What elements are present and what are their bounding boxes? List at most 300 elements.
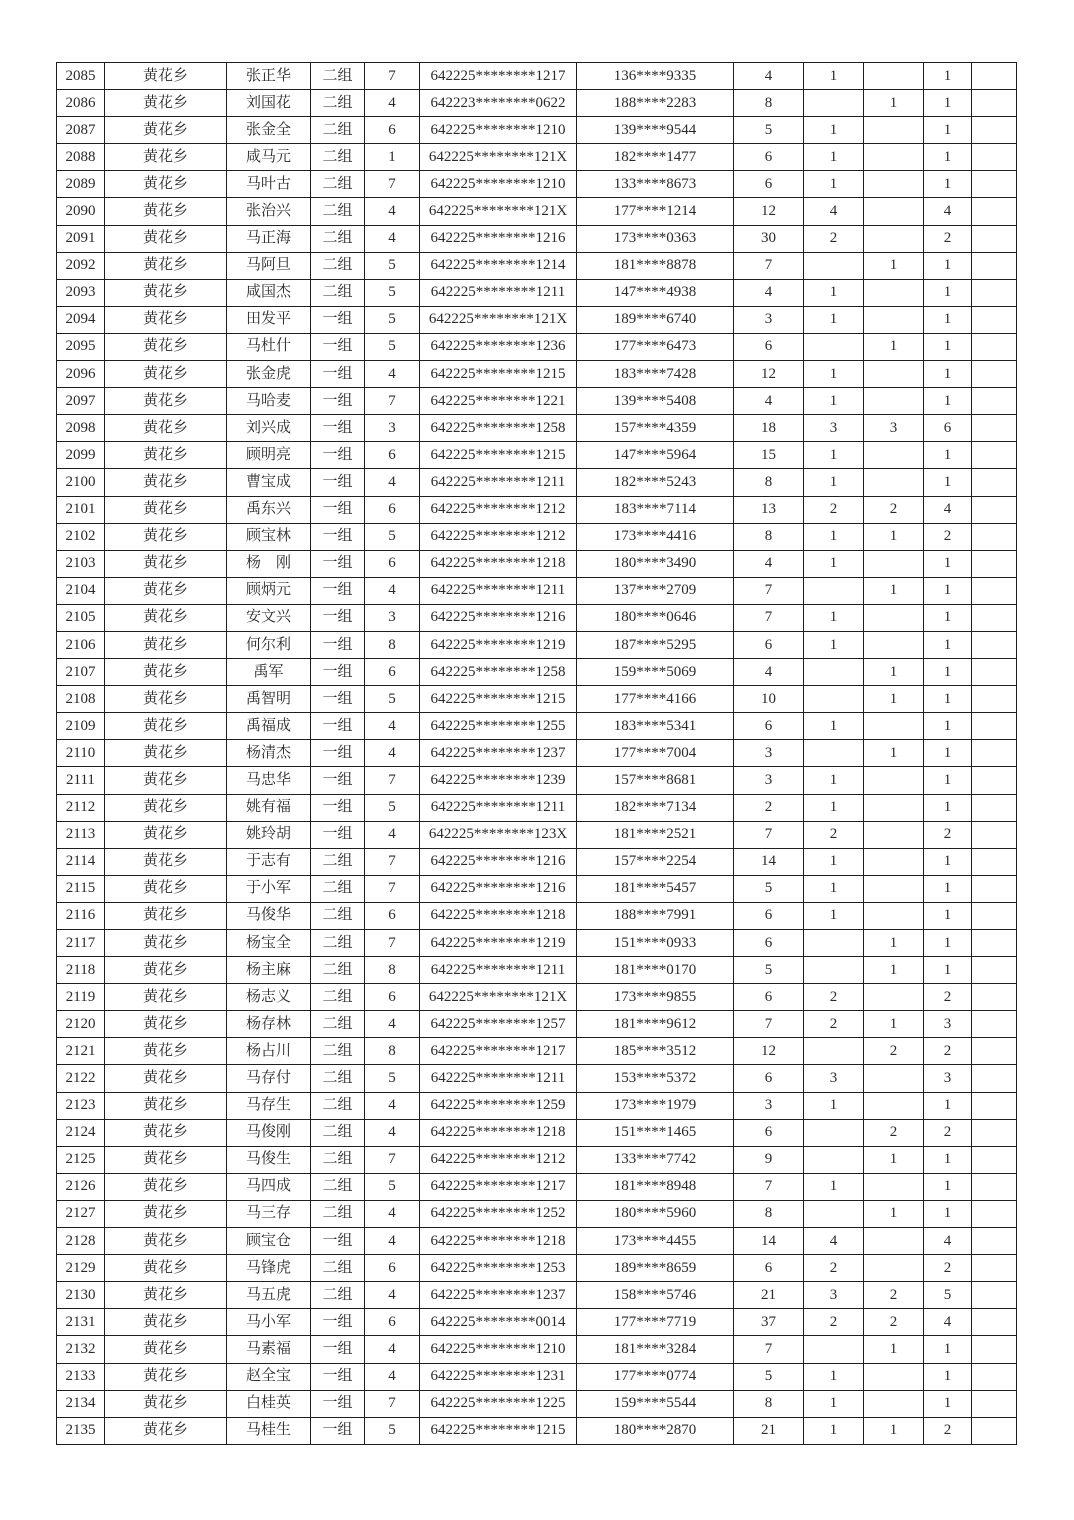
cell-group: 二组: [311, 1173, 365, 1200]
cell-phone-number: 181****9612: [577, 1011, 734, 1038]
cell-amount-1: 6: [734, 1255, 804, 1282]
cell-amount-2: [804, 957, 864, 984]
cell-amount-4: 1: [924, 577, 972, 604]
cell-person-name: 田发平: [227, 306, 311, 333]
cell-seq-number: 2103: [57, 550, 105, 577]
cell-amount-4: 3: [924, 1065, 972, 1092]
cell-township: 黄花乡: [105, 333, 227, 360]
cell-amount-1: 5: [734, 1363, 804, 1390]
table-row: [57, 848, 1017, 875]
cell-member-count: 6: [365, 902, 420, 929]
cell-amount-4: 2: [924, 1417, 972, 1444]
cell-phone-number: 157****4359: [577, 415, 734, 442]
cell-phone-number: 181****2521: [577, 821, 734, 848]
cell-amount-4: 1: [924, 848, 972, 875]
cell-member-count: 4: [365, 1228, 420, 1255]
cell-amount-1: 8: [734, 469, 804, 496]
cell-member-count: 6: [365, 984, 420, 1011]
cell-amount-4: 3: [924, 1011, 972, 1038]
cell-phone-number: 157****8681: [577, 767, 734, 794]
cell-township: 黄花乡: [105, 1255, 227, 1282]
cell-amount-1: 2: [734, 794, 804, 821]
cell-blank: [972, 1363, 1017, 1390]
cell-township: 黄花乡: [105, 469, 227, 496]
cell-amount-2: 1: [804, 117, 864, 144]
cell-township: 黄花乡: [105, 1228, 227, 1255]
cell-amount-4: 1: [924, 740, 972, 767]
cell-township: 黄花乡: [105, 957, 227, 984]
cell-group: 一组: [311, 415, 365, 442]
cell-phone-number: 181****0170: [577, 957, 734, 984]
cell-group: 一组: [311, 1336, 365, 1363]
cell-amount-2: 1: [804, 306, 864, 333]
cell-id-number: 642225********1211: [420, 279, 577, 306]
cell-amount-2: 1: [804, 388, 864, 415]
cell-township: 黄花乡: [105, 1309, 227, 1336]
cell-blank: [972, 1065, 1017, 1092]
table-row: [57, 1282, 1017, 1309]
cell-member-count: 5: [365, 1173, 420, 1200]
cell-seq-number: 2111: [57, 767, 105, 794]
cell-blank: [972, 1119, 1017, 1146]
cell-amount-2: 2: [804, 496, 864, 523]
cell-blank: [972, 550, 1017, 577]
cell-blank: [972, 957, 1017, 984]
cell-amount-2: 2: [804, 1011, 864, 1038]
cell-person-name: 马素福: [227, 1336, 311, 1363]
cell-amount-4: 1: [924, 333, 972, 360]
cell-amount-4: 2: [924, 1255, 972, 1282]
cell-group: 一组: [311, 388, 365, 415]
cell-township: 黄花乡: [105, 686, 227, 713]
cell-blank: [972, 848, 1017, 875]
cell-blank: [972, 388, 1017, 415]
cell-phone-number: 159****5069: [577, 659, 734, 686]
cell-blank: [972, 1309, 1017, 1336]
cell-member-count: 4: [365, 1200, 420, 1227]
cell-group: 一组: [311, 713, 365, 740]
cell-amount-2: 3: [804, 1065, 864, 1092]
cell-amount-1: 12: [734, 1038, 804, 1065]
cell-group: 二组: [311, 875, 365, 902]
cell-id-number: 642225********1225: [420, 1390, 577, 1417]
cell-amount-2: [804, 1146, 864, 1173]
cell-member-count: 4: [365, 1119, 420, 1146]
cell-amount-4: 4: [924, 198, 972, 225]
cell-id-number: 642225********1212: [420, 523, 577, 550]
cell-id-number: 642225********1215: [420, 686, 577, 713]
cell-amount-3: [864, 794, 924, 821]
cell-member-count: 4: [365, 1092, 420, 1119]
cell-amount-2: 1: [804, 1417, 864, 1444]
cell-blank: [972, 713, 1017, 740]
cell-blank: [972, 767, 1017, 794]
cell-group: 二组: [311, 1146, 365, 1173]
cell-group: 二组: [311, 252, 365, 279]
cell-amount-3: 1: [864, 659, 924, 686]
cell-amount-4: 2: [924, 984, 972, 1011]
cell-group: 二组: [311, 63, 365, 90]
cell-phone-number: 189****6740: [577, 306, 734, 333]
table-row: [57, 198, 1017, 225]
cell-group: 一组: [311, 333, 365, 360]
cell-seq-number: 2095: [57, 333, 105, 360]
cell-amount-3: [864, 1173, 924, 1200]
cell-amount-3: [864, 631, 924, 658]
cell-township: 黄花乡: [105, 794, 227, 821]
cell-group: 一组: [311, 821, 365, 848]
cell-amount-3: [864, 1390, 924, 1417]
cell-township: 黄花乡: [105, 875, 227, 902]
table-row: [57, 442, 1017, 469]
cell-blank: [972, 1011, 1017, 1038]
cell-blank: [972, 1092, 1017, 1119]
cell-amount-2: 1: [804, 1390, 864, 1417]
cell-township: 黄花乡: [105, 930, 227, 957]
cell-amount-4: 1: [924, 144, 972, 171]
table-row: [57, 1200, 1017, 1227]
cell-group: 一组: [311, 794, 365, 821]
cell-id-number: 642225********1253: [420, 1255, 577, 1282]
cell-blank: [972, 631, 1017, 658]
cell-blank: [972, 1417, 1017, 1444]
cell-person-name: 杨占川: [227, 1038, 311, 1065]
cell-phone-number: 133****8673: [577, 171, 734, 198]
cell-member-count: 4: [365, 90, 420, 117]
cell-person-name: 马俊生: [227, 1146, 311, 1173]
roster-table-body: [57, 63, 1017, 1445]
cell-person-name: 马锋虎: [227, 1255, 311, 1282]
cell-member-count: 5: [365, 1065, 420, 1092]
cell-seq-number: 2109: [57, 713, 105, 740]
cell-blank: [972, 1282, 1017, 1309]
cell-member-count: 7: [365, 848, 420, 875]
cell-amount-4: 1: [924, 957, 972, 984]
cell-member-count: 3: [365, 415, 420, 442]
table-row: [57, 821, 1017, 848]
cell-seq-number: 2101: [57, 496, 105, 523]
cell-group: 二组: [311, 1282, 365, 1309]
cell-amount-2: 1: [804, 523, 864, 550]
cell-blank: [972, 821, 1017, 848]
cell-amount-4: 1: [924, 1390, 972, 1417]
cell-amount-4: 1: [924, 117, 972, 144]
cell-amount-3: [864, 984, 924, 1011]
cell-amount-2: 1: [804, 848, 864, 875]
cell-person-name: 张金虎: [227, 361, 311, 388]
cell-amount-3: 1: [864, 523, 924, 550]
table-row: [57, 1255, 1017, 1282]
table-row: [57, 117, 1017, 144]
cell-phone-number: 147****5964: [577, 442, 734, 469]
cell-person-name: 马杜什: [227, 333, 311, 360]
cell-group: 一组: [311, 523, 365, 550]
cell-amount-1: 8: [734, 523, 804, 550]
cell-group: 二组: [311, 171, 365, 198]
cell-township: 黄花乡: [105, 550, 227, 577]
cell-amount-2: [804, 577, 864, 604]
cell-phone-number: 173****9855: [577, 984, 734, 1011]
cell-blank: [972, 171, 1017, 198]
cell-group: 一组: [311, 1390, 365, 1417]
cell-person-name: 马存付: [227, 1065, 311, 1092]
cell-amount-1: 5: [734, 875, 804, 902]
table-row: [57, 1228, 1017, 1255]
cell-group: 一组: [311, 631, 365, 658]
cell-phone-number: 183****7428: [577, 361, 734, 388]
cell-person-name: 禹福成: [227, 713, 311, 740]
cell-blank: [972, 1038, 1017, 1065]
cell-seq-number: 2102: [57, 523, 105, 550]
roster-table: [56, 62, 1017, 1445]
cell-id-number: 642225********1210: [420, 117, 577, 144]
cell-township: 黄花乡: [105, 659, 227, 686]
cell-id-number: 642225********1210: [420, 1336, 577, 1363]
cell-amount-4: 1: [924, 686, 972, 713]
cell-amount-1: 21: [734, 1282, 804, 1309]
cell-id-number: 642225********1211: [420, 794, 577, 821]
cell-seq-number: 2107: [57, 659, 105, 686]
cell-member-count: 4: [365, 713, 420, 740]
cell-amount-4: 1: [924, 550, 972, 577]
cell-township: 黄花乡: [105, 902, 227, 929]
table-row: [57, 1011, 1017, 1038]
cell-amount-3: [864, 198, 924, 225]
cell-phone-number: 157****2254: [577, 848, 734, 875]
cell-amount-4: 1: [924, 902, 972, 929]
cell-amount-3: 2: [864, 1119, 924, 1146]
cell-amount-2: 1: [804, 279, 864, 306]
cell-person-name: 何尔利: [227, 631, 311, 658]
cell-phone-number: 173****1979: [577, 1092, 734, 1119]
cell-person-name: 马三存: [227, 1200, 311, 1227]
cell-seq-number: 2119: [57, 984, 105, 1011]
cell-amount-2: [804, 90, 864, 117]
cell-amount-2: [804, 740, 864, 767]
cell-member-count: 4: [365, 1363, 420, 1390]
cell-amount-2: 1: [804, 1363, 864, 1390]
table-row: [57, 496, 1017, 523]
cell-amount-2: [804, 252, 864, 279]
cell-amount-2: 1: [804, 550, 864, 577]
cell-amount-2: 1: [804, 794, 864, 821]
cell-township: 黄花乡: [105, 984, 227, 1011]
cell-phone-number: 188****2283: [577, 90, 734, 117]
cell-amount-1: 14: [734, 1228, 804, 1255]
cell-person-name: 曹宝成: [227, 469, 311, 496]
cell-amount-4: 5: [924, 1282, 972, 1309]
table-row: [57, 631, 1017, 658]
cell-person-name: 杨清杰: [227, 740, 311, 767]
cell-amount-2: [804, 930, 864, 957]
cell-phone-number: 180****2870: [577, 1417, 734, 1444]
cell-township: 黄花乡: [105, 63, 227, 90]
cell-person-name: 安文兴: [227, 604, 311, 631]
cell-amount-4: 4: [924, 1309, 972, 1336]
table-row: [57, 388, 1017, 415]
cell-person-name: 禹军: [227, 659, 311, 686]
cell-amount-3: 2: [864, 1282, 924, 1309]
cell-id-number: 642225********1211: [420, 469, 577, 496]
cell-person-name: 咸国杰: [227, 279, 311, 306]
cell-blank: [972, 279, 1017, 306]
cell-id-number: 642225********1219: [420, 930, 577, 957]
cell-id-number: 642225********1217: [420, 1173, 577, 1200]
cell-person-name: 杨志义: [227, 984, 311, 1011]
cell-person-name: 杨存林: [227, 1011, 311, 1038]
cell-amount-3: [864, 848, 924, 875]
cell-group: 二组: [311, 984, 365, 1011]
cell-township: 黄花乡: [105, 306, 227, 333]
cell-person-name: 于志有: [227, 848, 311, 875]
cell-group: 一组: [311, 577, 365, 604]
cell-amount-2: 3: [804, 1282, 864, 1309]
cell-phone-number: 139****9544: [577, 117, 734, 144]
cell-seq-number: 2123: [57, 1092, 105, 1119]
cell-amount-4: 4: [924, 1228, 972, 1255]
cell-person-name: 马俊刚: [227, 1119, 311, 1146]
cell-township: 黄花乡: [105, 279, 227, 306]
table-row: [57, 686, 1017, 713]
cell-amount-2: 4: [804, 198, 864, 225]
cell-amount-1: 6: [734, 144, 804, 171]
cell-amount-1: 7: [734, 821, 804, 848]
table-row: [57, 306, 1017, 333]
cell-group: 二组: [311, 117, 365, 144]
cell-person-name: 杨宝全: [227, 930, 311, 957]
table-row: [57, 469, 1017, 496]
cell-amount-2: 2: [804, 225, 864, 252]
table-row: [57, 957, 1017, 984]
cell-amount-1: 4: [734, 659, 804, 686]
cell-amount-2: [804, 1119, 864, 1146]
cell-blank: [972, 1228, 1017, 1255]
cell-amount-1: 6: [734, 333, 804, 360]
cell-phone-number: 133****7742: [577, 1146, 734, 1173]
cell-member-count: 4: [365, 1282, 420, 1309]
cell-township: 黄花乡: [105, 1417, 227, 1444]
cell-amount-3: [864, 1255, 924, 1282]
cell-member-count: 5: [365, 252, 420, 279]
cell-amount-3: 3: [864, 415, 924, 442]
cell-group: 二组: [311, 1200, 365, 1227]
cell-person-name: 姚有福: [227, 794, 311, 821]
table-row: [57, 252, 1017, 279]
cell-amount-2: 1: [804, 604, 864, 631]
cell-phone-number: 182****5243: [577, 469, 734, 496]
cell-person-name: 马正海: [227, 225, 311, 252]
cell-amount-2: 2: [804, 1309, 864, 1336]
cell-amount-1: 6: [734, 902, 804, 929]
cell-amount-4: 1: [924, 604, 972, 631]
cell-phone-number: 182****1477: [577, 144, 734, 171]
cell-member-count: 5: [365, 523, 420, 550]
cell-amount-3: [864, 306, 924, 333]
cell-amount-4: 2: [924, 523, 972, 550]
cell-group: 一组: [311, 1228, 365, 1255]
cell-amount-2: 2: [804, 984, 864, 1011]
cell-amount-3: [864, 875, 924, 902]
cell-person-name: 顾炳元: [227, 577, 311, 604]
table-row: [57, 875, 1017, 902]
cell-id-number: 642225********1257: [420, 1011, 577, 1038]
table-row: [57, 279, 1017, 306]
cell-seq-number: 2135: [57, 1417, 105, 1444]
cell-amount-4: 1: [924, 1092, 972, 1119]
cell-id-number: 642225********1212: [420, 496, 577, 523]
cell-township: 黄花乡: [105, 1336, 227, 1363]
cell-blank: [972, 577, 1017, 604]
cell-phone-number: 177****1214: [577, 198, 734, 225]
cell-group: 二组: [311, 1092, 365, 1119]
cell-amount-2: 1: [804, 875, 864, 902]
cell-amount-1: 6: [734, 631, 804, 658]
cell-phone-number: 137****2709: [577, 577, 734, 604]
cell-blank: [972, 90, 1017, 117]
cell-id-number: 642225********121X: [420, 984, 577, 1011]
cell-person-name: 白桂英: [227, 1390, 311, 1417]
cell-member-count: 6: [365, 550, 420, 577]
cell-id-number: 642225********1239: [420, 767, 577, 794]
cell-person-name: 禹智明: [227, 686, 311, 713]
cell-amount-1: 7: [734, 1011, 804, 1038]
cell-amount-4: 1: [924, 90, 972, 117]
cell-group: 一组: [311, 659, 365, 686]
cell-amount-4: 1: [924, 631, 972, 658]
cell-amount-3: [864, 117, 924, 144]
cell-id-number: 642225********1231: [420, 1363, 577, 1390]
cell-id-number: 642225********1218: [420, 1228, 577, 1255]
cell-township: 黄花乡: [105, 361, 227, 388]
cell-seq-number: 2125: [57, 1146, 105, 1173]
cell-blank: [972, 144, 1017, 171]
cell-phone-number: 177****7004: [577, 740, 734, 767]
cell-phone-number: 183****7114: [577, 496, 734, 523]
cell-amount-3: 1: [864, 1336, 924, 1363]
cell-amount-2: 1: [804, 902, 864, 929]
cell-township: 黄花乡: [105, 713, 227, 740]
cell-blank: [972, 1173, 1017, 1200]
cell-amount-1: 7: [734, 604, 804, 631]
table-row: [57, 1417, 1017, 1444]
cell-seq-number: 2130: [57, 1282, 105, 1309]
cell-group: 一组: [311, 1309, 365, 1336]
cell-group: 二组: [311, 279, 365, 306]
table-row: [57, 333, 1017, 360]
cell-blank: [972, 415, 1017, 442]
cell-township: 黄花乡: [105, 252, 227, 279]
cell-person-name: 顾宝林: [227, 523, 311, 550]
cell-member-count: 4: [365, 1011, 420, 1038]
cell-group: 二组: [311, 198, 365, 225]
cell-person-name: 赵全宝: [227, 1363, 311, 1390]
cell-id-number: 642225********1258: [420, 659, 577, 686]
cell-amount-1: 3: [734, 767, 804, 794]
table-row: [57, 1363, 1017, 1390]
cell-blank: [972, 63, 1017, 90]
cell-amount-3: [864, 171, 924, 198]
cell-amount-1: 4: [734, 63, 804, 90]
cell-group: 二组: [311, 902, 365, 929]
cell-id-number: 642225********1211: [420, 957, 577, 984]
cell-amount-1: 30: [734, 225, 804, 252]
cell-township: 黄花乡: [105, 198, 227, 225]
cell-amount-4: 1: [924, 875, 972, 902]
table-row: [57, 361, 1017, 388]
cell-member-count: 8: [365, 957, 420, 984]
cell-phone-number: 136****9335: [577, 63, 734, 90]
cell-amount-4: 1: [924, 1146, 972, 1173]
